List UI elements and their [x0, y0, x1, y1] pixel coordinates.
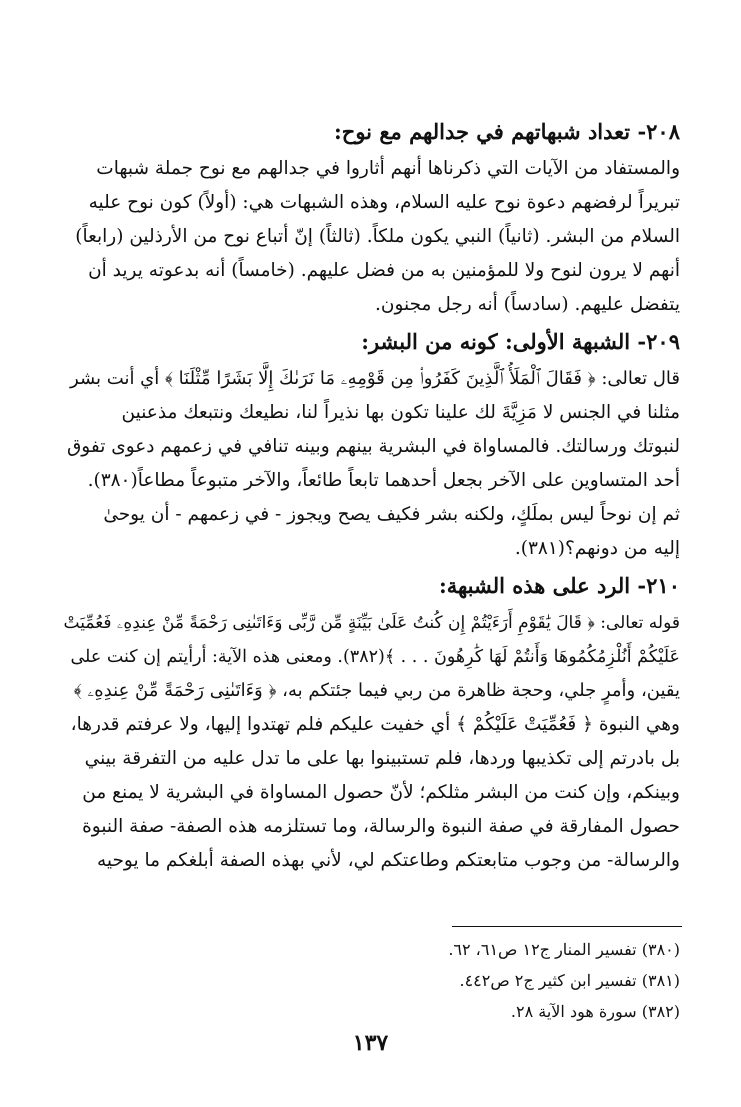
text-line: أحد المتساوين على الآخر بجعل أحدهما تابعاً طائعاً، والآخر متبوعاً مطاعاً(٣٨٠).	[87, 470, 680, 491]
text-line: السلام من البشر. (ثانياً) النبي يكون ملكاً. (ثالثاً) إنّ أتباع نوح من الأرذلين (رابعاً)	[75, 226, 680, 247]
text-line: والرسالة- من وجوب متابعتكم وطاعتكم لي، لأني بهذه الصفة أبلغكم ما يوحيه	[96, 850, 680, 871]
text-line: عَلَيْكُمْ أَنُلْزِمُكُمُوهَا وَأَنتُمْ لَهَا كَٰرِهُونَ . . . ﴾(٣٨٢). ومعنى هذه الآية: أرأيتم إن كنت على	[70, 647, 680, 667]
section-heading-209: ٢٠٩- الشبهة الأولى: كونه من البشر:	[361, 329, 680, 354]
text-line: قال تعالى: ﴿ فَقَالَ ٱلْمَلَأُ ٱلَّذِينَ كَفَرُوا۟ مِن قَوْمِهِۦ مَا نَرَىٰكَ إِلَّا بَشَرًا مِّثْلَنَا ﴾ أي أنت بشر	[70, 368, 680, 389]
text-line: وهي النبوة ﴿ فَعُمِّيَتْ عَلَيْكُمْ ﴾ أي خفيت عليكم فلم تهتدوا إليها، ولا عرفتم قدرها،	[70, 714, 680, 735]
footnote-divider	[452, 926, 682, 927]
paragraph-208	[60, 152, 680, 322]
paragraph-210	[60, 606, 680, 878]
text-line: والمستفاد من الآيات التي ذكرناها أنهم أثاروا في جدالهم مع نوح جملة شبهات	[96, 158, 680, 179]
footnote-381: (٣٨١) تفسير ابن كثير ج٢ ص٤٤٢.	[459, 971, 680, 990]
text-line: أنهم لا يرون لنوح ولا للمؤمنين به من فضل عليهم. (خامساً) أنه بدعوته يريد أن	[88, 260, 680, 281]
footnote-380: (٣٨٠) تفسير المنار ج١٢ ص٦١، ٦٢.	[448, 940, 680, 959]
section-heading-208: ٢٠٨- تعداد شبهاتهم في جدالهم مع نوح:	[334, 119, 680, 144]
text-line: تبريراً لرفضهم دعوة نوح عليه السلام، وهذه الشبهات هي: (أولاً) كون نوح عليه	[88, 192, 680, 213]
text-line: يتفضل عليهم. (سادساً) أنه رجل مجنون.	[374, 294, 680, 315]
page-number: ١٣٧	[352, 1030, 389, 1056]
paragraph-209	[60, 362, 680, 566]
text-line: قوله تعالى: ﴿ قَالَ يَٰقَوْمِ أَرَءَيْتُمْ إِن كُنتُ عَلَىٰ بَيِّنَةٍ مِّن رَّبِّى وَءَاتَىٰنِى رَحْمَةً مِّنْ عِندِهِۦ فَعُمِّيَتْ	[63, 613, 680, 633]
text-line: ثم إن نوحاً ليس بملَكٍ، ولكنه بشر فكيف يصح ويجوز - في زعمهم - أن يوحىٰ	[103, 504, 680, 525]
text-line: حصول المفارقة في صفة النبوة والرسالة، وما تستلزمه هذه الصفة- صفة النبوة	[82, 816, 680, 837]
text-line: مثلنا في الجنس لا مَزِيَّةَ لك علينا تكون بها نذيراً لنا، نطيعك ونتبعك مذعنين	[121, 402, 680, 423]
text-line: إليه من دونهم؟(٣٨١).	[514, 538, 680, 559]
text-line: وبينكم، وإن كنت من البشر مثلكم؛ لأنّ حصول المساواة في البشرية لا يمنع من	[82, 782, 680, 803]
footnotes	[300, 934, 680, 1027]
text-line: يقين، وأمرٍ جلي، وحجة ظاهرة من ربي فيما جئتكم به، ﴿ وَءَاتَىٰنِى رَحْمَةً مِّنْ عِندِهِۦ ﴾	[73, 680, 680, 701]
section-heading-210: ٢١٠- الرد على هذه الشبهة:	[438, 573, 680, 598]
text-line: لنبوتك ورسالتك. فالمساواة في البشرية بينهم وبينه تنافي في زعمهم دعوى تفوق	[66, 436, 680, 457]
page-body	[60, 112, 680, 878]
text-line: بل بادرتم إلى تكذيبها وردها، فلم تستبينوا بها على ما تدل عليه من التفرقة بيني	[84, 748, 680, 769]
footnote-382: (٣٨٢) سورة هود الآية ٢٨.	[510, 1002, 680, 1021]
